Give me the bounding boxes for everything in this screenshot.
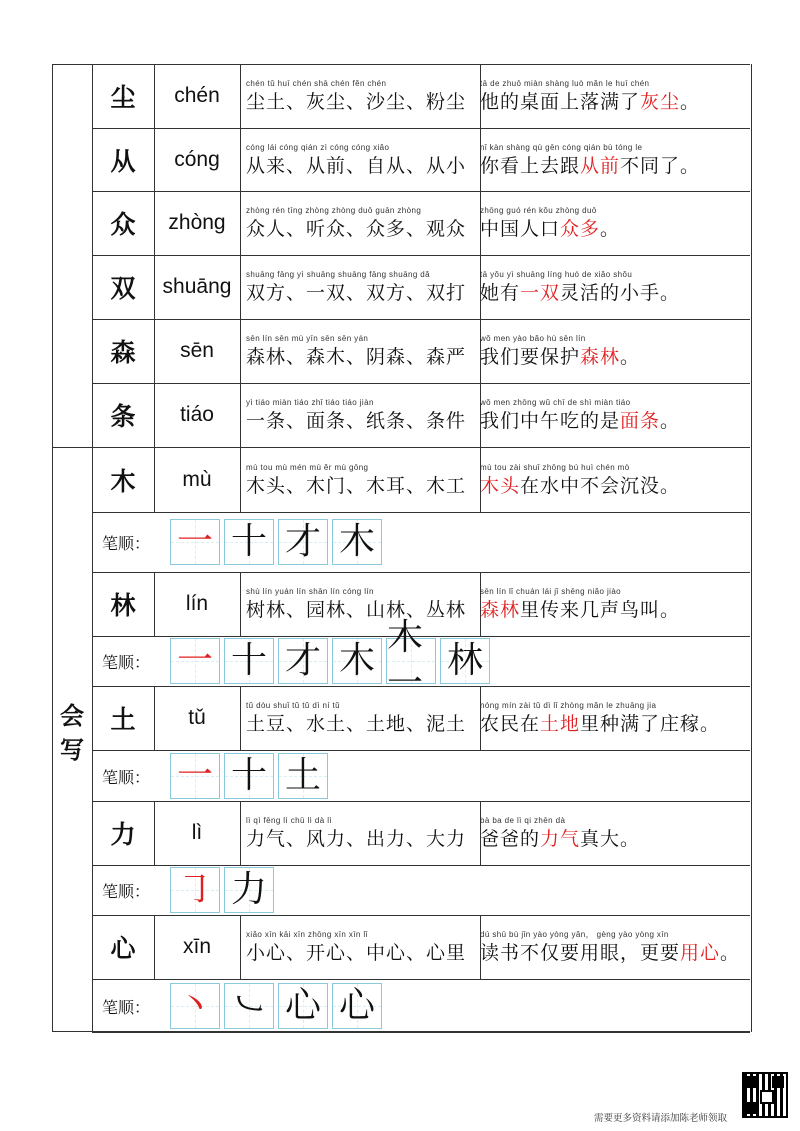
sentence-pinyin: bà ba de lì qi zhēn dà xyxy=(480,816,566,825)
row-divider xyxy=(92,512,750,513)
stroke-glyph: ㇆ xyxy=(176,869,213,910)
hanzi-char: 木 xyxy=(110,466,136,496)
stroke-step-tile xyxy=(224,638,274,684)
word-group xyxy=(240,128,486,191)
row-divider xyxy=(92,1032,750,1033)
sentence-highlight: 面条 xyxy=(620,410,661,432)
sentence-highlight: 灰尘 xyxy=(640,91,681,113)
hanzi-char: 条 xyxy=(110,402,136,431)
stroke-step-tile xyxy=(170,638,220,684)
sentence-pinyin: tā yǒu yì shuāng líng huó de xiǎo shǒu xyxy=(480,270,633,279)
example-sentence xyxy=(480,383,750,447)
stroke-glyph: 一 xyxy=(176,754,213,796)
word-pinyin: lì qì fēng lì chū lì dà lì xyxy=(246,816,332,825)
word-pinyin: mù tou mù mén mù ěr mù gōng xyxy=(246,462,369,472)
stroke-glyph: 十 xyxy=(230,640,267,681)
word-group xyxy=(240,255,486,319)
stroke-glyph: 十 xyxy=(230,521,267,562)
sentence-block xyxy=(480,815,640,851)
sentence-block xyxy=(480,269,680,305)
word-pinyin: yì tiáo miàn tiáo zhǐ tiáo tiáo jiàn xyxy=(246,398,374,407)
word-group xyxy=(240,64,486,128)
stroke-step-tile xyxy=(278,983,328,1029)
sentence-part: 他的桌面上落满了 xyxy=(480,91,641,113)
stroke-glyph: 心 xyxy=(284,984,321,1026)
sentence-block xyxy=(480,333,640,369)
stroke-order-label: 笔顺： xyxy=(102,653,151,672)
sentence-part: 读书不仅要用眼，更要 xyxy=(480,942,681,964)
pinyin: tǔ xyxy=(188,706,206,729)
stroke-step-tile xyxy=(332,983,382,1029)
pinyin: mù xyxy=(182,467,212,491)
sentence-block xyxy=(480,142,700,178)
stroke-step-tile xyxy=(170,753,220,799)
row-divider xyxy=(52,447,92,448)
stroke-step-tile xyxy=(170,519,220,565)
sentence-pinyin: dú shū bù jǐn yào yòng yǎn， gèng yào yòng xīn xyxy=(480,930,669,939)
word-list: 小心、开心、中心、心里 xyxy=(246,942,467,964)
pinyin: lín xyxy=(185,592,209,615)
sentence-part: 在水中不会沉没。 xyxy=(520,474,681,497)
word-list: 土豆、水土、土地、泥土 xyxy=(246,713,467,735)
pinyin: chén xyxy=(174,84,220,107)
stroke-glyph: 木一 xyxy=(387,617,424,704)
word-pinyin: chén tǔ huī chén shā chén fěn chén xyxy=(246,79,387,88)
sentence-part: 。 xyxy=(720,942,741,964)
sentence-pinyin: nǐ kàn shàng qù gēn cóng qián bù tóng le xyxy=(480,142,643,152)
sentence-pinyin: zhōng guó rén kǒu zhòng duō xyxy=(480,206,597,215)
sentence-text xyxy=(480,941,740,965)
sentence-part: 灵活的小手。 xyxy=(560,282,681,304)
pinyin: lì xyxy=(191,821,203,844)
hanzi-char: 从 xyxy=(110,146,136,176)
word-group xyxy=(240,383,486,447)
sentence-pinyin: tā de zhuō miàn shàng luò mǎn le huī chén xyxy=(480,79,650,88)
word-pinyin: shuāng fāng yì shuāng shuāng fāng shuāng dǎ xyxy=(246,270,431,279)
word-group xyxy=(240,447,486,512)
hanzi-char: 力 xyxy=(110,820,136,849)
word-list: 树林、园林、山林、丛林 xyxy=(246,599,467,621)
stroke-glyph: 丶 xyxy=(176,984,213,1026)
sentence-highlight: 土地 xyxy=(540,713,581,735)
pinyin: shuāng xyxy=(162,275,232,298)
word-pinyin: sēn lín sēn mù yīn sēn sēn yán xyxy=(246,334,369,343)
sentence-part: 她有 xyxy=(480,282,521,304)
sentence-part: 我们要保护 xyxy=(480,346,581,368)
sentence-part: 。 xyxy=(600,218,621,240)
sentence-part: 里种满了庄稼。 xyxy=(580,713,721,735)
word-list: 双方、一双、双方、双打 xyxy=(246,282,467,304)
stroke-glyph: 一 xyxy=(176,521,213,562)
word-list: 尘土、灰尘、沙尘、粉尘 xyxy=(246,91,467,113)
sentence-pinyin: mù tou zài shuǐ zhōng bú huì chén mò xyxy=(480,462,630,472)
word-list: 从来、从前、自从、从小 xyxy=(246,154,467,177)
hanzi-char: 土 xyxy=(110,705,136,734)
pinyin: cóng xyxy=(174,147,220,171)
sentence-highlight: 用心 xyxy=(680,942,721,964)
sentence-part: 。 xyxy=(680,91,701,113)
word-list: 森林、森木、阴森、森严 xyxy=(246,346,467,368)
pinyin: tiáo xyxy=(180,403,214,426)
stroke-step-tile xyxy=(332,638,382,684)
qr-code xyxy=(742,1072,788,1118)
sentence-block xyxy=(480,78,700,114)
stroke-step-tile xyxy=(278,638,328,684)
stroke-glyph: 木 xyxy=(338,640,375,681)
sentence-block xyxy=(480,462,680,498)
stroke-glyph: 土 xyxy=(284,754,321,796)
sentence-highlight: 从前 xyxy=(580,154,621,177)
sentence-part: 。 xyxy=(620,346,641,368)
sentence-text xyxy=(480,345,640,369)
pinyin: zhòng xyxy=(168,211,226,234)
sentence-block xyxy=(480,700,720,736)
sentence-highlight: 众多 xyxy=(560,218,601,240)
sentence-highlight: 森林 xyxy=(580,346,621,368)
sentence-text xyxy=(480,712,720,736)
stroke-order-label: 笔顺： xyxy=(102,882,151,901)
stroke-glyph: 心 xyxy=(338,984,375,1026)
stroke-step-tile xyxy=(224,983,274,1029)
sentence-part: 中国人口 xyxy=(480,218,561,240)
example-sentence xyxy=(480,64,750,128)
word-group xyxy=(240,915,486,979)
word-group xyxy=(240,686,486,750)
sentence-part: 里传来几声鸟叫。 xyxy=(520,599,681,621)
section-label-top: 会 xyxy=(60,702,84,730)
stroke-step-tile xyxy=(224,519,274,565)
hanzi-char: 心 xyxy=(110,934,136,963)
hanzi-char: 林 xyxy=(110,591,136,620)
stroke-step-tile xyxy=(332,519,382,565)
word-pinyin: zhòng rén tīng zhòng zhòng duō guān zhòng xyxy=(246,206,422,215)
stroke-glyph: 十 xyxy=(230,754,267,796)
sentence-text xyxy=(480,474,680,498)
word-pinyin: xiǎo xīn kāi xīn zhōng xīn xīn lǐ xyxy=(246,930,368,939)
sentence-block xyxy=(480,929,740,965)
example-sentence xyxy=(480,319,750,383)
word-group xyxy=(240,191,486,255)
hanzi-char: 尘 xyxy=(110,83,136,112)
section-label-bottom: 写 xyxy=(60,736,84,764)
sentence-block xyxy=(480,205,620,241)
sentence-text xyxy=(480,154,700,178)
sentence-part: 你看上去跟 xyxy=(480,154,581,177)
word-group xyxy=(240,319,486,383)
sentence-text xyxy=(480,90,700,114)
word-group xyxy=(240,572,486,636)
footer-note: 需要更多资料请添加陈老师领取 xyxy=(594,1113,728,1124)
stroke-step-tile xyxy=(440,638,490,684)
stroke-step-tile xyxy=(170,983,220,1029)
word-pinyin: tǔ dòu shuǐ tǔ tǔ dì ní tǔ xyxy=(246,701,341,710)
stroke-step-tile xyxy=(278,753,328,799)
example-sentence xyxy=(480,915,750,979)
sentence-part: 不同了。 xyxy=(620,154,701,177)
sentence-text xyxy=(480,827,640,851)
example-sentence xyxy=(480,572,750,636)
example-sentence xyxy=(480,191,750,255)
word-group xyxy=(240,801,486,865)
stroke-glyph: 林 xyxy=(446,640,483,681)
sentence-highlight: 木头 xyxy=(480,474,521,497)
row-divider xyxy=(92,979,750,980)
stroke-glyph: 才 xyxy=(284,521,321,562)
row-divider xyxy=(92,865,750,866)
sentence-pinyin: wǒ men zhōng wǔ chī de shì miàn tiáo xyxy=(480,398,631,407)
stroke-step-tile xyxy=(224,867,274,913)
stroke-step-tile xyxy=(170,867,220,913)
stroke-order-label: 笔顺： xyxy=(102,997,151,1017)
pinyin: sēn xyxy=(180,339,214,362)
sentence-part: 农民在 xyxy=(480,713,541,735)
sentence-part: 真大。 xyxy=(580,828,641,850)
word-list: 木头、木门、木耳、木工 xyxy=(246,474,467,497)
sentence-pinyin: sēn lín lǐ chuán lái jǐ shēng niǎo jiào xyxy=(480,587,622,596)
sentence-highlight: 森林 xyxy=(480,599,521,621)
stroke-order-label: 笔顺： xyxy=(102,767,151,787)
stroke-step-tile xyxy=(386,617,436,704)
sentence-block xyxy=(480,397,680,433)
stroke-order-label: 笔顺： xyxy=(102,534,151,553)
stroke-step-tile xyxy=(278,519,328,565)
sentence-part: 爸爸的 xyxy=(480,828,541,850)
sentence-block xyxy=(480,586,680,622)
word-list: 一条、面条、纸条、条件 xyxy=(246,410,467,432)
stroke-step-tile xyxy=(224,753,274,799)
example-sentence xyxy=(480,128,750,191)
stroke-glyph: 一 xyxy=(176,640,213,681)
hanzi-char: 众 xyxy=(110,210,136,239)
sentence-highlight: 力气 xyxy=(540,828,581,850)
sentence-part: 我们中午吃的是 xyxy=(480,410,621,432)
sentence-text xyxy=(480,409,680,433)
sentence-pinyin: wǒ men yào bǎo hù sēn lín xyxy=(480,334,586,343)
sentence-highlight: 一双 xyxy=(520,282,561,304)
sentence-part: 。 xyxy=(660,410,681,432)
row-divider xyxy=(92,750,750,751)
sentence-pinyin: nóng mín zài tǔ dì lǐ zhòng mǎn le zhuāng jia xyxy=(480,701,657,710)
hanzi-char: 双 xyxy=(110,274,136,303)
example-sentence xyxy=(480,447,750,512)
sentence-text xyxy=(480,281,680,305)
pinyin: xīn xyxy=(182,935,211,958)
stroke-glyph: 才 xyxy=(284,640,321,681)
example-sentence xyxy=(480,801,750,865)
example-sentence xyxy=(480,686,750,750)
stroke-glyph: ㇃ xyxy=(230,984,267,1026)
word-list: 众人、听众、众多、观众 xyxy=(246,218,467,240)
word-pinyin: shù lín yuán lín shān lín cóng lín xyxy=(246,587,374,596)
sentence-text xyxy=(480,217,620,241)
hanzi-char: 森 xyxy=(110,338,136,367)
example-sentence xyxy=(480,255,750,319)
word-list: 力气、风力、出力、大力 xyxy=(246,828,467,850)
stroke-glyph: 木 xyxy=(338,521,375,562)
stroke-glyph: 力 xyxy=(230,869,267,910)
word-pinyin: cóng lái cóng qián zì cóng cóng xiǎo xyxy=(246,142,390,152)
sentence-text xyxy=(480,598,680,622)
